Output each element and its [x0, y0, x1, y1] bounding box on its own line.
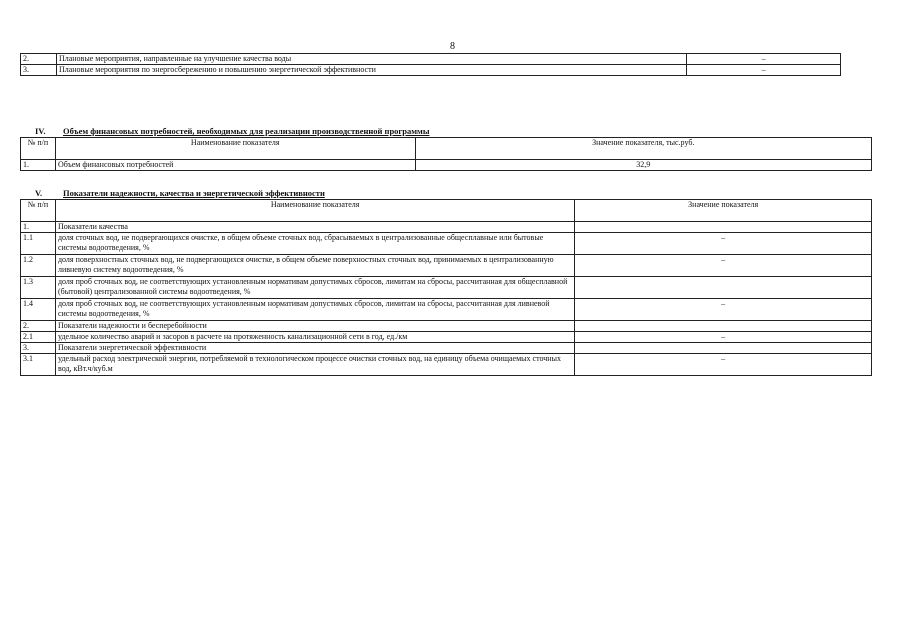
- row-name: доля поверхностных сточных вод, не подвергающихся очистке, в общем объеме поверхностных сточных вод, принимаемых в централизованную ливневую систему водоотведения, %: [55, 255, 574, 277]
- row-name: доля проб сточных вод, не соответствующих установленным нормативам допустимых сбросов, лимитам на сбросы, рассчитанная для общесплавной (бытовой) централизованной системы водоотведения, %: [55, 277, 574, 299]
- row-number: 1.: [21, 222, 56, 233]
- section-heading: Показатели надежности, качества и энергетической эффективности: [63, 188, 325, 198]
- table-row: [21, 255, 872, 277]
- row-name: удельный расход электрической энергии, потребляемой в технологическом процессе очистки сточных вод, на единицу объема очищаемых сточных вод, кВт.ч/куб.м: [55, 354, 574, 376]
- header-name: Наименование показателя: [55, 200, 574, 222]
- table-row: [21, 299, 872, 321]
- row-name: Плановые мероприятия по энергосбережению и повышению энергетической эффективности: [56, 65, 686, 76]
- row-number: 3.1: [21, 354, 56, 376]
- row-name: доля проб сточных вод, не соответствующих установленным нормативам допустимых сбросов, лимитам на сбросы, рассчитанная для ливневой системы водоотведения, %: [55, 299, 574, 321]
- page-number: 8: [450, 41, 455, 52]
- section-number: V.: [35, 188, 43, 198]
- row-value: –: [575, 233, 872, 255]
- row-name: Показатели надежности и бесперебойности: [55, 321, 574, 332]
- header-num: № п/п: [21, 200, 56, 222]
- row-name: Плановые мероприятия, направленные на улучшение качества воды: [56, 54, 686, 65]
- row-value: [575, 321, 872, 332]
- row-number: 2.: [21, 321, 56, 332]
- row-value: –: [575, 354, 872, 376]
- header-value: Значение показателя: [575, 200, 872, 222]
- section-number: IV.: [35, 126, 46, 136]
- table-row: [21, 65, 841, 76]
- row-number: 1.2: [21, 255, 56, 277]
- table-row: [21, 332, 872, 343]
- top-table: [20, 53, 841, 76]
- header-num: № п/п: [21, 138, 56, 160]
- row-number: 2.1: [21, 332, 56, 343]
- table-row: [21, 54, 841, 65]
- table-row: [21, 222, 872, 233]
- row-number: 3.: [21, 65, 57, 76]
- row-name: Показатели энергетической эффективности: [55, 343, 574, 354]
- row-value: [575, 343, 872, 354]
- section-4-title: [35, 126, 429, 136]
- table-row: [21, 233, 872, 255]
- table-row: [21, 343, 872, 354]
- table-row: [21, 160, 872, 171]
- row-value: –: [687, 65, 841, 76]
- row-value: –: [687, 54, 841, 65]
- row-number: 1.4: [21, 299, 56, 321]
- header-value: Значение показателя, тыс.руб.: [415, 138, 871, 160]
- section-heading: Объем финансовых потребностей, необходимых для реализации производственной программы: [63, 126, 430, 136]
- row-value: 32,9: [415, 160, 871, 171]
- row-number: 2.: [21, 54, 57, 65]
- table-header-row: [21, 138, 872, 160]
- row-number: 3.: [21, 343, 56, 354]
- row-number: 1.: [21, 160, 56, 171]
- row-number: 1.3: [21, 277, 56, 299]
- row-value: [575, 277, 872, 299]
- section-5-table: [20, 199, 872, 376]
- row-number: 1.1: [21, 233, 56, 255]
- section-5-title: [35, 188, 325, 198]
- row-name: доля сточных вод, не подвергающихся очистке, в общем объеме сточных вод, сбрасываемых в централизованные общесплавные или бытовые системы водоотведения, %: [55, 233, 574, 255]
- row-value: –: [575, 299, 872, 321]
- row-name: Показатели качества: [55, 222, 574, 233]
- table-header-row: [21, 200, 872, 222]
- section-4-table: [20, 137, 872, 171]
- row-name: удельное количество аварий и засоров в расчете на протяженность канализационной сети в год, ед./км: [55, 332, 574, 343]
- row-value: –: [575, 255, 872, 277]
- table-row: [21, 321, 872, 332]
- row-name: Объем финансовых потребностей: [55, 160, 415, 171]
- row-value: [575, 222, 872, 233]
- header-name: Наименование показателя: [55, 138, 415, 160]
- row-value: –: [575, 332, 872, 343]
- table-row: [21, 277, 872, 299]
- table-row: [21, 354, 872, 376]
